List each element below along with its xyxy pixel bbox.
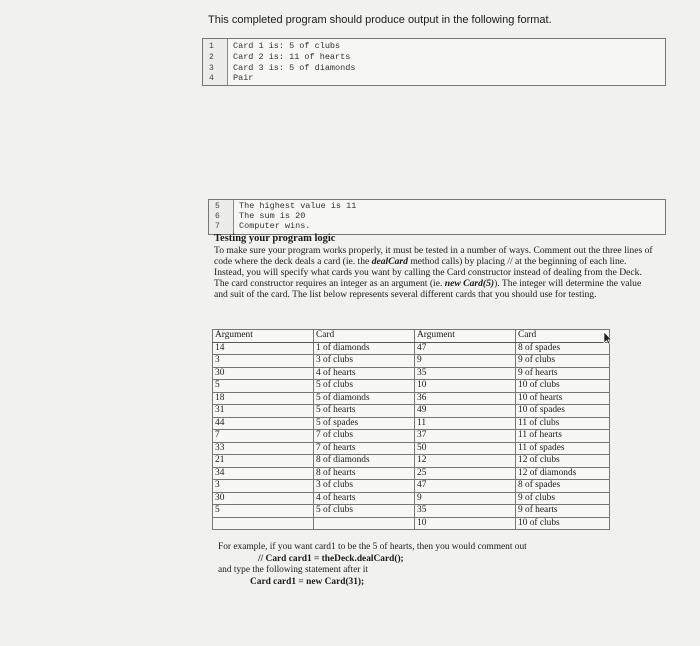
card-cell: 12 of diamonds: [516, 467, 610, 480]
card-cell: 11 of hearts: [516, 430, 610, 443]
card-cell: [314, 517, 415, 530]
argument-cell: 18: [213, 392, 314, 405]
output-box-2: [208, 199, 666, 235]
card-cell: 5 of hearts: [314, 405, 415, 418]
card-cell: 5 of clubs: [314, 380, 415, 393]
card-cell: 5 of spades: [314, 417, 415, 430]
argument-cell: 25: [415, 467, 516, 480]
example-block: [218, 542, 638, 588]
mouse-pointer-icon: [603, 331, 613, 350]
argument-cell: [213, 517, 314, 530]
card-cell: 8 of diamonds: [314, 455, 415, 468]
card-cell: 12 of clubs: [516, 455, 610, 468]
table-header-row: [213, 330, 610, 343]
table-row: [213, 455, 610, 468]
card-cell: 11 of spades: [516, 442, 610, 455]
table-row: [213, 430, 610, 443]
table-row: [213, 367, 610, 380]
table-row: [213, 480, 610, 493]
line-number: 5: [215, 202, 220, 211]
card-cell: 9 of clubs: [516, 355, 610, 368]
argument-cell: 7: [213, 430, 314, 443]
output-box-1: [202, 38, 666, 86]
argument-cell: 12: [415, 455, 516, 468]
card-cell: 8 of spades: [516, 480, 610, 493]
paragraph-text: method calls) by placing // at the beginning of each line. Instead, you will specify what cards you want by calling the Card constructor instead of dealing from the Deck. The card constructor requires an integer as an argument (ie.: [214, 256, 642, 289]
code-text: Card 2 is: 11 of hearts: [233, 52, 351, 62]
line-number: 6: [215, 212, 220, 221]
card-cell: 4 of hearts: [314, 492, 415, 505]
table-row: [213, 355, 610, 368]
card-cell: 3 of clubs: [314, 480, 415, 493]
section-title: Testing your program logic: [214, 233, 336, 244]
argument-cell: 36: [415, 392, 516, 405]
table-row: [213, 492, 610, 505]
argument-cell: 3: [213, 355, 314, 368]
code-text: Card 3 is: 5 of diamonds: [233, 63, 356, 73]
instructions-paragraph: [214, 245, 656, 300]
argument-cell: 14: [213, 342, 314, 355]
card-argument-table: [212, 329, 610, 530]
example-code-line: // Card card1 = theDeck.dealCard();: [258, 553, 404, 564]
paragraph-text: ). The integer will determine the value and suit of the card. The list below represents several different cards that you should use for testing.: [214, 278, 642, 300]
card-cell: 7 of hearts: [314, 442, 415, 455]
argument-cell: 21: [213, 455, 314, 468]
card-cell: 10 of spades: [516, 405, 610, 418]
table-row: [213, 342, 610, 355]
argument-cell: 35: [415, 367, 516, 380]
card-cell: 7 of clubs: [314, 430, 415, 443]
table-row: [213, 417, 610, 430]
code-text: Card 1 is: 5 of clubs: [233, 41, 341, 51]
paragraph-emphasis: new Card(5): [444, 278, 495, 289]
table-row: [213, 467, 610, 480]
argument-cell: 37: [415, 430, 516, 443]
line-number: 2: [209, 53, 214, 62]
card-cell: 10 of clubs: [516, 517, 610, 530]
argument-cell: 9: [415, 492, 516, 505]
card-cell: 11 of clubs: [516, 417, 610, 430]
table-row: [213, 405, 610, 418]
argument-cell: 33: [213, 442, 314, 455]
argument-cell: 30: [213, 492, 314, 505]
code-text: The sum is 20: [239, 211, 306, 221]
column-header: Argument: [213, 330, 314, 343]
table-row: [213, 392, 610, 405]
card-cell: 9 of hearts: [516, 367, 610, 380]
argument-cell: 3: [213, 480, 314, 493]
column-header: Card: [516, 330, 610, 343]
column-header: Argument: [415, 330, 516, 343]
line-number: 3: [209, 64, 214, 73]
argument-cell: 31: [213, 405, 314, 418]
card-cell: 8 of hearts: [314, 467, 415, 480]
card-cell: 10 of hearts: [516, 392, 610, 405]
code-text: Pair: [233, 73, 254, 83]
argument-cell: 9: [415, 355, 516, 368]
card-cell: 9 of clubs: [516, 492, 610, 505]
card-cell: 5 of diamonds: [314, 392, 415, 405]
example-line: and type the following statement after it: [218, 565, 368, 575]
argument-cell: 34: [213, 467, 314, 480]
paragraph-emphasis: dealCard: [371, 256, 408, 267]
argument-cell: 49: [415, 405, 516, 418]
line-number: 7: [215, 222, 220, 231]
intro-text: This completed program should produce output in the following format.: [208, 14, 552, 26]
table-body: [213, 342, 610, 530]
card-cell: 4 of hearts: [314, 367, 415, 380]
argument-cell: 35: [415, 505, 516, 518]
card-cell: 9 of hearts: [516, 505, 610, 518]
argument-cell: 11: [415, 417, 516, 430]
table-row: [213, 380, 610, 393]
card-cell: 8 of spades: [516, 342, 610, 355]
argument-cell: 47: [415, 342, 516, 355]
argument-cell: 44: [213, 417, 314, 430]
column-header: Card: [314, 330, 415, 343]
argument-cell: 47: [415, 480, 516, 493]
argument-cell: 30: [213, 367, 314, 380]
argument-cell: 10: [415, 517, 516, 530]
card-cell: 3 of clubs: [314, 355, 415, 368]
example-code-line: Card card1 = new Card(31);: [250, 576, 365, 587]
card-cell: 10 of clubs: [516, 380, 610, 393]
argument-cell: 5: [213, 380, 314, 393]
example-line: For example, if you want card1 to be the 5 of hearts, then you would comment out: [218, 542, 527, 552]
argument-cell: 5: [213, 505, 314, 518]
line-number: 4: [209, 74, 214, 83]
table-row: [213, 517, 610, 530]
code-text: Computer wins.: [239, 221, 311, 231]
argument-cell: 10: [415, 380, 516, 393]
argument-cell: 50: [415, 442, 516, 455]
table-row: [213, 442, 610, 455]
paragraph-text: To make sure your program works properly, it must be tested in a number of ways. Comment out the three lines of code where the deck deals a card (ie. the: [214, 245, 653, 267]
code-text: The highest value is 11: [239, 201, 357, 211]
table-row: [213, 505, 610, 518]
card-cell: 5 of clubs: [314, 505, 415, 518]
card-cell: 1 of diamonds: [314, 342, 415, 355]
line-number: 1: [209, 42, 214, 51]
